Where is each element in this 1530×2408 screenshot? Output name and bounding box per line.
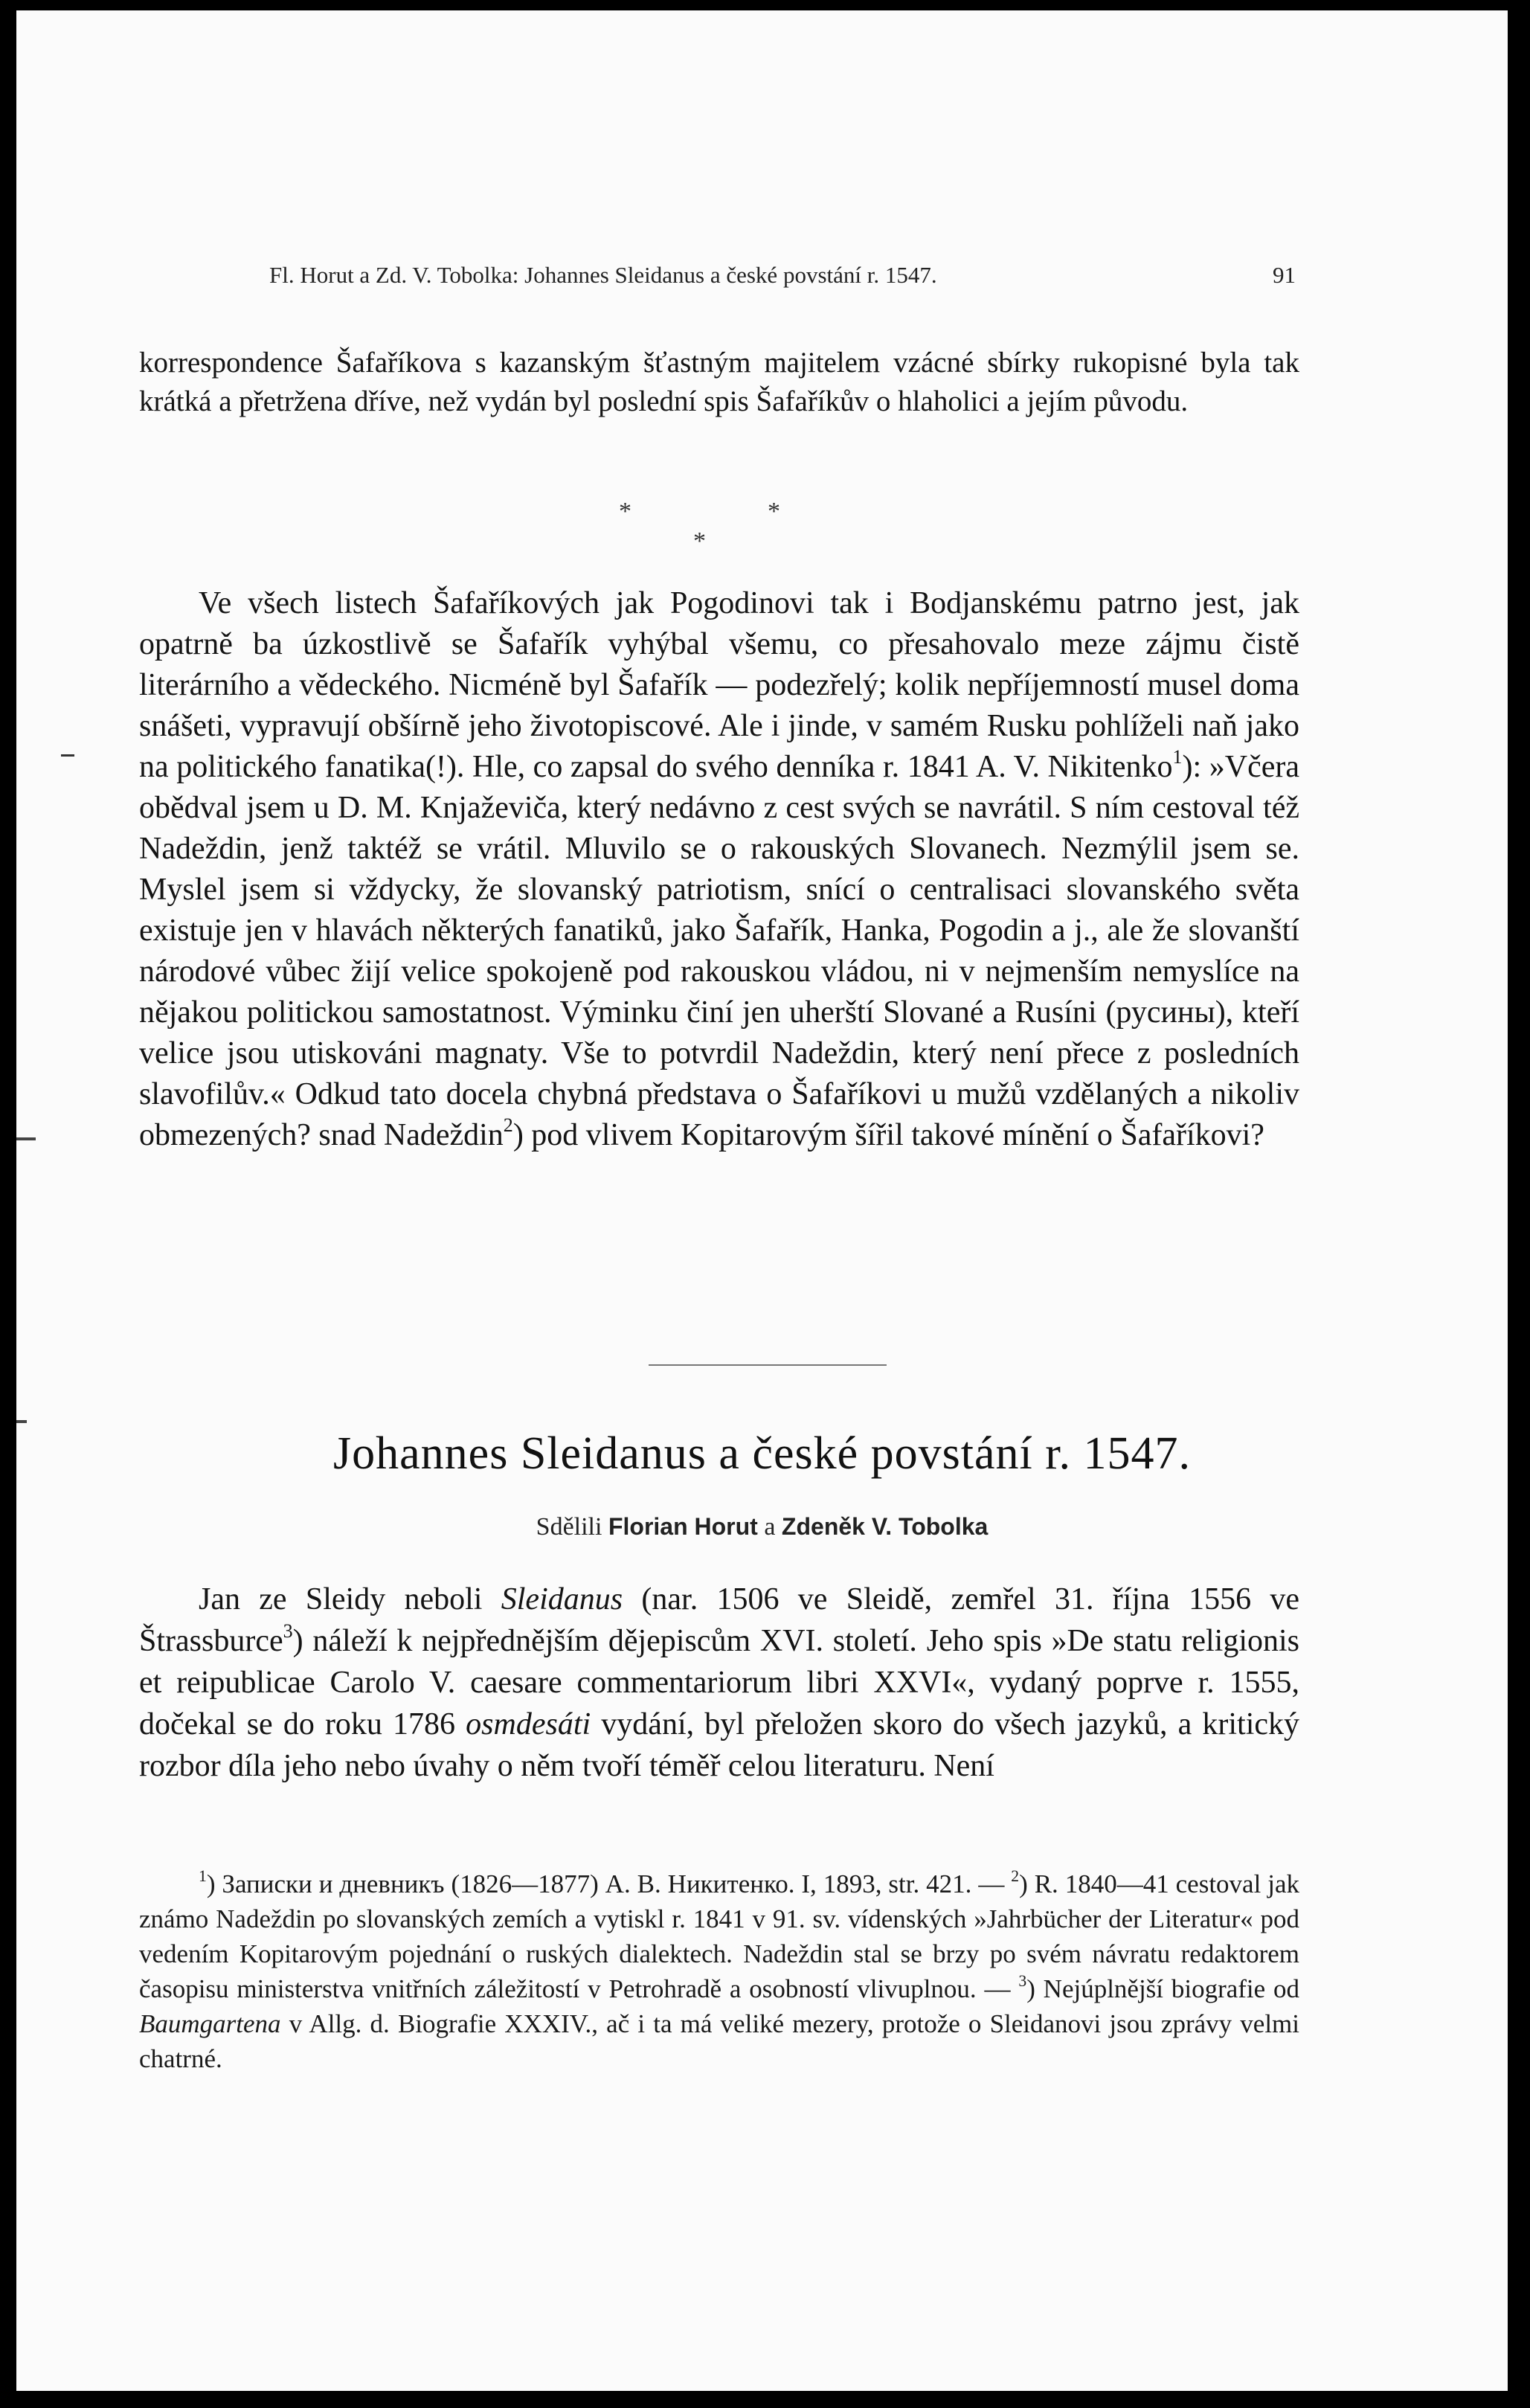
asterisk-icon: * [693, 527, 706, 555]
margin-mark [16, 1420, 27, 1423]
author-name: Florian Horut [608, 1513, 758, 1540]
article-title: Johannes Sleidanus a české povstání r. 1547. [333, 1428, 1191, 1479]
running-title: Fl. Horut a Zd. V. Tobolka: Johannes Sleidanus a české povstání r. 1547. [269, 262, 937, 288]
book-page [16, 10, 1508, 2391]
author-name: Zdeněk V. Tobolka [781, 1513, 989, 1540]
footnotes [139, 1866, 1299, 2076]
article-byline: Sdělili Florian Horut a Zdeněk V. Tobolka [536, 1513, 989, 1541]
paragraph-safarik: Ve všech listech Šafaříkových jak Pogodinovi tak i Bodjanskému patrno jest, jak opatrně ba úzkostlivě se Šafařík vyhýbal všemu, co přesahovalo meze zájmu čistě literárního a vědeckého. Nicméně byl Šafařík — podezřelý; kolik nepříjemností musel doma snášeti, vypravují obšírně jeho životopiscové. Ale i jinde, v samém Rusku pohlíželi naň jako na politického fanatika(!). Hle, co zapsal do svého denníka r. 1841 A. V. Nikitenko$^1$): »Včera obědval jsem u D. M. Knjaževiča, který nedávno z cest svých se navrátil. S ním cestoval též Nadeždin, jenž taktéž se vrátil. Mluvilo se o rakouských Slovanech. Nezmýlil jsem se. Myslel jsem si vždycky, že slovanský patriotism, snící o centralisaci slovanského světa existuje jen v hlavách některých fanatiků, jako Šafařík, Hanka, Pogodin a j., ale že slovanští národové vůbec žijí velice spokojeně pod rakouskou vládou, ni v nejmenším nemyslíce na nějakou politickou samostatnost. Výminku činí jen uherští Slované a Rusíni (русины), kteří velice jsou utiskováni magnaty. Vše to potvrdil Nadeždin, který není přece z posledních slavofilův.« Odkud tato docela chybná představa o Šafaříkovi u mužů vzdělaných a nikoliv obmezených? snad Nadeždin$^2$) pod vlivem Kopitarovým šířil takové mínění o Šafaříkovi? [139, 586, 1299, 1152]
asterisk-icon: * [619, 498, 631, 525]
paragraph-continuation: korrespondence Šafaříkova s kazanským šťastným majitelem vzácné sbírky rukopisné byla tak krátká a přetržena dříve, než vydán byl poslední spis Šafaříkův o hlaholici a jejím původu. [139, 347, 1299, 417]
footnote-ref: 3 [283, 1619, 293, 1642]
margin-mark [16, 1137, 36, 1140]
footnote-block: $^1$) Записки и дневникъ (1826—1877) А. В. Никитенко. I, 1893, str. 421. — $^2$) R. 1840—41 cestoval jak známo Nadeždin po slovanských zemích a vytiskl r. 1841 v 91. sv. vídenských »Jahrbücher der Literatur« pod vedením Kopitarovým pojednání o ruských dialektech. Nadeždin stal se brzy po svém návratu redaktorem časopisu ministerstva vnitřních záležitostí v Petrohradě a osobností vlivuplnou. — $^3$) Nejúplnější biografie od Baumgartena v Allg. d. Biografie XXXIV., ač i ta má veliké mezery, protože o Sleidanovi jsou zprávy velmi chatrné. [139, 1866, 1300, 2073]
margin-mark [61, 754, 74, 757]
footnote-ref: 2 [503, 1114, 513, 1136]
section-divider [649, 1364, 887, 1366]
footnote-ref: 1 [1172, 745, 1183, 768]
paragraph-sleidanus: Jan ze Sleidy neboli Sleidanus (nar. 1506 ve Sleidě, zemřel 31. října 1556 ve Štrassburce$^3$) náleží k nejpřednějším dějepiscům XVI. století. Jeho spis »De statu religionis et reipublicae Carolo V. caesare commentariorum libri XXVI«, vydaný poprve r. 1555, dočekal se do roku 1786 osmdesáti vydání, byl přeložen skoro do všech jazyků, a kritický rozbor díla jeho nebo úvahy o něm tvoří téměř celou literaturu. Není [139, 1582, 1300, 1783]
section-separator [597, 498, 805, 565]
asterisk-icon: * [768, 498, 780, 525]
page-number: 91 [1273, 262, 1296, 288]
running-header [269, 262, 1296, 289]
